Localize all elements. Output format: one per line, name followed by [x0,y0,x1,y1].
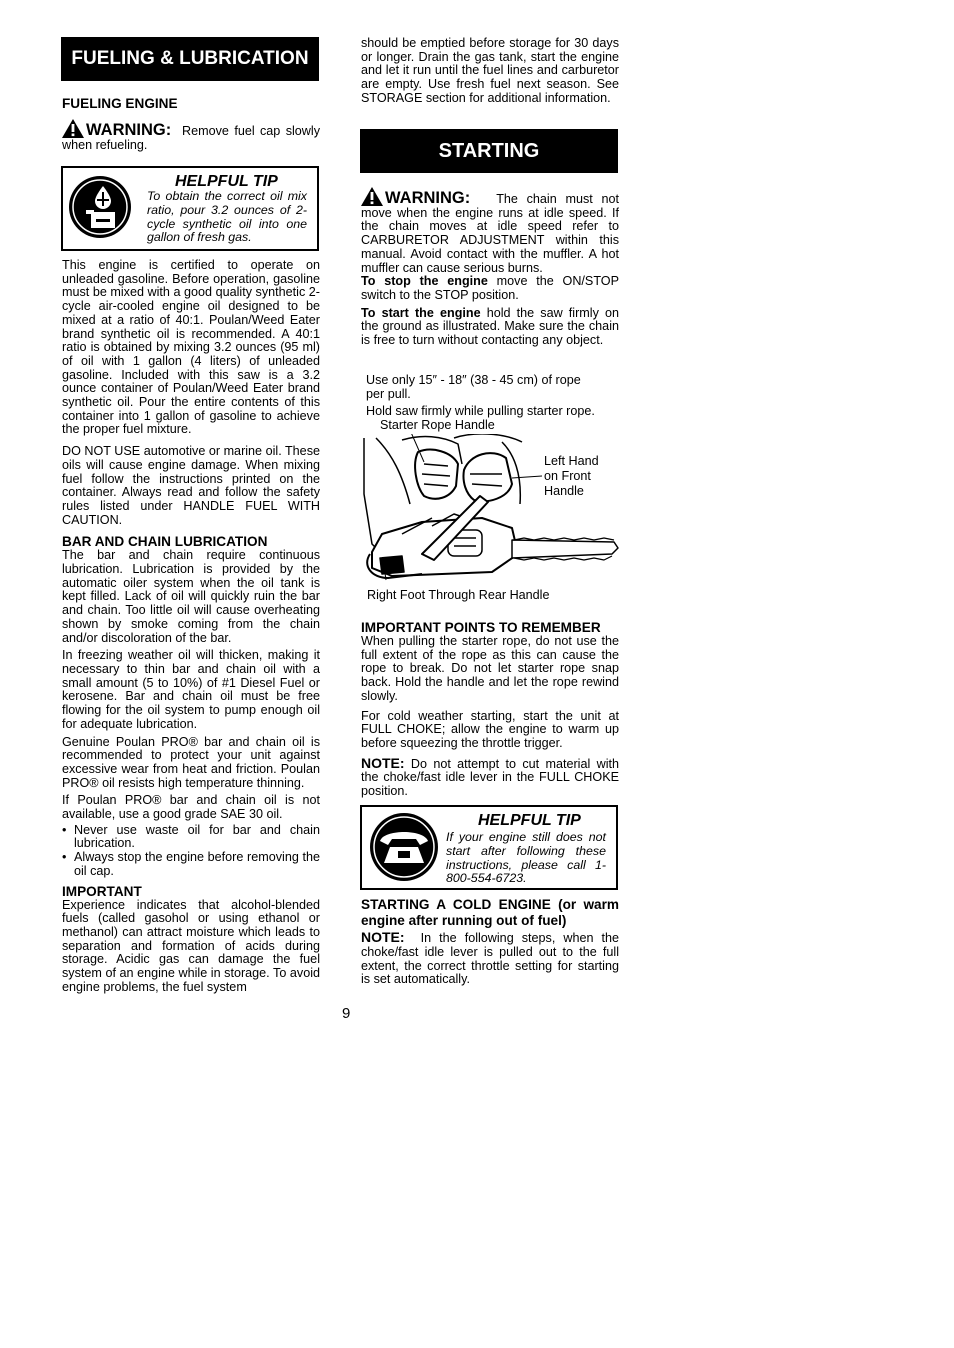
starting-banner [360,129,618,173]
helpful-tip-oil-box [61,166,319,251]
label-left-hand-front-handle: Left Hand on Front Handle [544,454,599,498]
bar-paragraph-2: In freezing weather oil will thicken, making it necessary to thin bar and chain oil with a small amount (5 to 10%) of #1 Diesel Fuel or kerosene. Bar and chain oil must be free flowing for the oil system to pump enough oil for adequate lubrication. [62,648,320,731]
points-paragraph-1: When pulling the starter rope, do not use the full extent of the rope as this can cause the rope to break. Do not let starter rope snap back. Hold the handle and let the rope rewind slowly. [361,634,619,703]
telephone-icon [368,811,440,883]
fuel-paragraph-2: DO NOT USE automotive or marine oil. These oils will cause engine damage. When mixing fuel follow the instructions printed on the container. Always read and follow the safety rules listed under HANDLE FUEL WITH CAUTION. [62,444,320,527]
fuel-paragraph-1: This engine is certified to operate on unleaded gasoline. Before operation, gasoline must be mixed with a good quality synthetic 2-cycle air-cooled engine oil designed to be mixed at a ratio of 40:1. Poulan/Weed Eater brand synthetic oil is recommended. A 40:1 ratio is obtained by mixing 3.2 ounces (95 ml) of oil with 1 gallon (4 liters) of unleaded gasoline. Included with this saw is a 3.2 ounce container of Poulan/Weed Eater brand synthetic oil. Pour the entire contents of this container into 1 gallon of gasoline to achieve the proper fuel mixture. [62,258,320,437]
note-word: NOTE: [361,754,405,771]
tip-text: To obtain the correct oil mix ratio, pour 3.2 ounces of 2-cycle synthetic oil into one gallon of fresh gas. [147,189,307,245]
right-column-warning [361,187,619,348]
start-engine-text: hold the saw firmly on the ground as illustrated. Make sure the chain is free to turn without contacting any object. [361,305,619,348]
warning-text: Remove fuel cap slowly when refueling. [62,124,320,152]
important-heading: IMPORTANT [62,883,142,899]
warning-word: WARNING: [86,121,172,139]
warning-triangle-icon [361,187,383,206]
points-paragraph-2: For cold weather starting, start the unit at FULL CHOKE; allow the engine to warm up before squeezing the throttle trigger. [361,708,619,750]
storage-continued-paragraph: should be emptied before storage for 30 days or longer. Drain the gas tank, start the engine and let it run until the fuel lines and carburetor are empty. Use fresh fuel next season. See STORAGE section for additional information. [361,36,619,105]
oil-bullet-list [62,824,320,879]
warning-word: WARNING: [385,189,471,207]
cold-engine-heading: STARTING A COLD ENGINE (or warm engine after running out of fuel) [361,897,619,928]
bar-paragraph-3: Genuine Poulan PRO® bar and chain oil is recommended to protect your unit against excessive wear from heat and friction. Poulan PRO® oil resists high temperature thinning. [62,734,320,790]
start-engine-paragraph [361,307,619,348]
tip-title: HELPFUL TIP [175,173,278,190]
stop-engine-paragraph [361,275,619,302]
fueling-lubrication-banner [61,37,319,81]
label-starter-rope-handle: Starter Rope Handle [380,418,495,432]
warning-triangle-icon [62,119,84,138]
bar-paragraph-4: If Poulan PRO® bar and chain oil is not available, use a good grade SAE 30 oil. [62,793,320,822]
list-item: • Never use waste oil for bar and chain lubrication. [62,824,320,851]
starting-position-illustration [362,434,620,584]
stop-engine-text: move the ON/STOP switch to the STOP position. [361,274,619,302]
page-number: 9 [342,1005,351,1022]
warning-text: The chain must not move when the engine runs at idle speed. If the chain moves at idle speed refer to CARBURETOR ADJUSTMENT within this manual. Avoid contact with the muffler. A hot muffler can cause serious burns. [361,192,619,275]
cold-engine-note [361,931,619,987]
banner-title: FUELING & LUBRICATION [71,48,309,69]
fueling-engine-heading: FUELING ENGINE [62,96,178,111]
important-paragraph: Experience indicates that alcohol-blended fuels (called gasohol or using ethanol or methanol) can attract moisture which leads to separation and formation of acids during storage. Acidic gas can damage the fuel system of an engine while in storage. To avoid engine problems, the fuel system [62,897,320,994]
note-word: NOTE: [361,929,405,946]
choke-note [361,754,620,799]
oil-can-drop-icon [67,174,133,240]
note-text: In the following steps, when the choke/fast idle lever is pulled out to the full extent, the correct throttle setting for starting is set automatically. [361,931,619,987]
figure-caption-hold-saw: Hold saw firmly while pulling starter rope. [366,404,595,418]
stop-engine-lead: To stop the engine [361,274,488,289]
right-column-top [361,37,619,106]
chain-warning [361,187,619,275]
fuel-warning [62,119,320,152]
right-column-cold-start [361,897,619,987]
note-text: Do not attempt to cut material with the choke/fast idle lever in the FULL CHOKE position. [361,756,620,799]
label-right-foot-rear-handle: Right Foot Through Rear Handle [367,588,550,602]
list-item: • Always stop the engine before removing the oil cap. [62,851,320,878]
tip-title: HELPFUL TIP [478,812,581,829]
figure-caption-rope-length: Use only 15″ - 18″ (38 - 45 cm) of rope per pull. [366,373,581,401]
banner-title: STARTING [438,139,540,162]
tip-text: If your engine still does not start after following these instructions, please call 1-800-554-6723. [446,830,606,886]
left-column [62,96,320,152]
start-engine-lead: To start the engine [361,305,481,320]
bar-paragraph-1: The bar and chain require continuous lubrication. Lubrication is provided by the automatic oiler system when the oil tank is kept filled. Lack of oil will quickly ruin the bar and chain. Too little oil will cause overheating shown by smoke coming from the chain and/or discoloration of the bar. [62,548,320,645]
important-points-heading: IMPORTANT POINTS TO REMEMBER [361,620,601,635]
right-column-points [361,620,619,799]
helpful-tip-phone-box [360,805,618,890]
bar-chain-heading: BAR AND CHAIN LUBRICATION [62,534,268,550]
left-column-body [62,259,320,994]
